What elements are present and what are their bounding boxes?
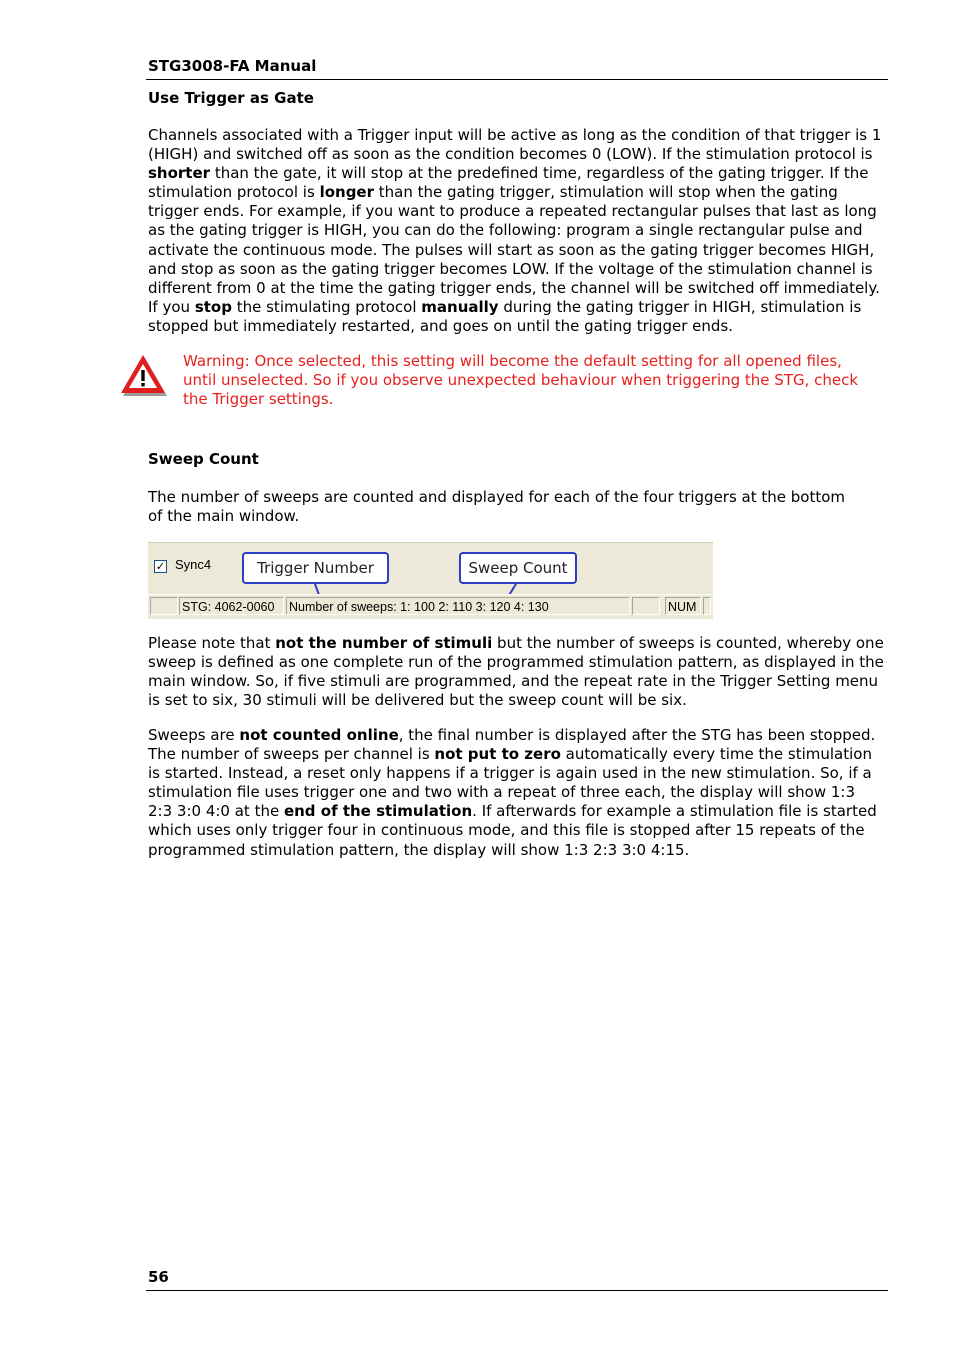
footer-divider	[146, 1290, 888, 1291]
sync4-checkbox[interactable]: ✓	[155, 560, 166, 573]
document-title: STG3008-FA Manual	[148, 57, 317, 75]
status-bar-screenshot	[148, 542, 713, 619]
paragraph-trigger-gate: Channels associated with a Trigger input will be active as long as the condition of that trigger is 1 (HIGH) and switched off as soon as the condition becomes 0 (LOW). If the stimulation protocol is shorter than the gate, it will stop at the predefined time, regardless of the gating trigger. If the stimulation protocol is longer than the gating trigger, stimulation will stop when the gating trigger ends. For example, if you want to produce a repeated rectangular pulses that last as long as the gating trigger is HIGH, you can do the following: program a single rectangular pulse and activate the continuous mode. The pulses will start as soon as the gating trigger becomes HIGH, and stop as soon as the gating trigger becomes LOW. If the voltage of the stimulation channel is different from 0 at the time the gating trigger ends, the channel will be switched off immediately. If you stop the stimulating protocol manually during the gating trigger in HIGH, stimulation is stopped but immediately restarted, and goes on until the gating trigger ends.	[148, 126, 882, 335]
sweep-count-callout: Sweep Count	[459, 552, 577, 584]
page-number: 56	[148, 1268, 169, 1286]
paragraph-sweep-intro: The number of sweeps are counted and displayed for each of the four triggers at the bottom of the main window.	[148, 488, 846, 526]
status-pane-empty	[632, 597, 660, 615]
status-pane-empty	[150, 597, 178, 615]
section-heading-sweep-count: Sweep Count	[148, 450, 259, 468]
sync4-label: Sync4	[175, 557, 212, 572]
header-divider	[146, 79, 888, 80]
screenshot-upper-area	[148, 543, 713, 591]
section-heading-trigger-gate: Use Trigger as Gate	[148, 89, 314, 107]
paragraph-sweep-definition: Please note that not the number of stimuli but the number of sweeps is counted, whereby one sweep is defined as one complete run of the programmed stimulation pattern, as displayed in the main window. So, if five stimuli are programmed, and the repeat rate in the Trigger Setting menu is set to six, 30 stimuli will be delivered but the sweep count will be six.	[148, 634, 884, 710]
warning-triangle-icon	[118, 352, 168, 398]
status-pane-numlock: NUM	[665, 597, 701, 615]
trigger-number-callout: Trigger Number	[242, 552, 389, 584]
status-pane-sweeps: Number of sweeps: 1: 100 2: 110 3: 120 4: 130	[286, 597, 630, 615]
paragraph-sweep-online: Sweeps are not counted online, the final number is displayed after the STG has been stopped. The number of sweeps per channel is not put to zero automatically every time the stimulation is started. Instead, a reset only happens if a trigger is again used in the new stimulation. So, if a stimulation file uses trigger one and two with a repeat of three each, the display will show 1:3 2:3 3:0 4:0 at the end of the stimulation. If afterwards for example a stimulation file is started which uses only trigger four in continuous mode, and this file is stopped after 15 repeats of the programmed stimulation pattern, the display will show 1:3 2:3 3:0 4:15.	[148, 726, 877, 859]
status-pane-device: STG: 4062-0060	[179, 597, 284, 615]
status-bar	[148, 594, 713, 617]
warning-text: Warning: Once selected, this setting will become the default setting for all opened files, until unselected. So if you observe unexpected behaviour when triggering the STG, check the Trigger settings.	[183, 352, 859, 409]
status-pane-empty	[703, 597, 711, 615]
